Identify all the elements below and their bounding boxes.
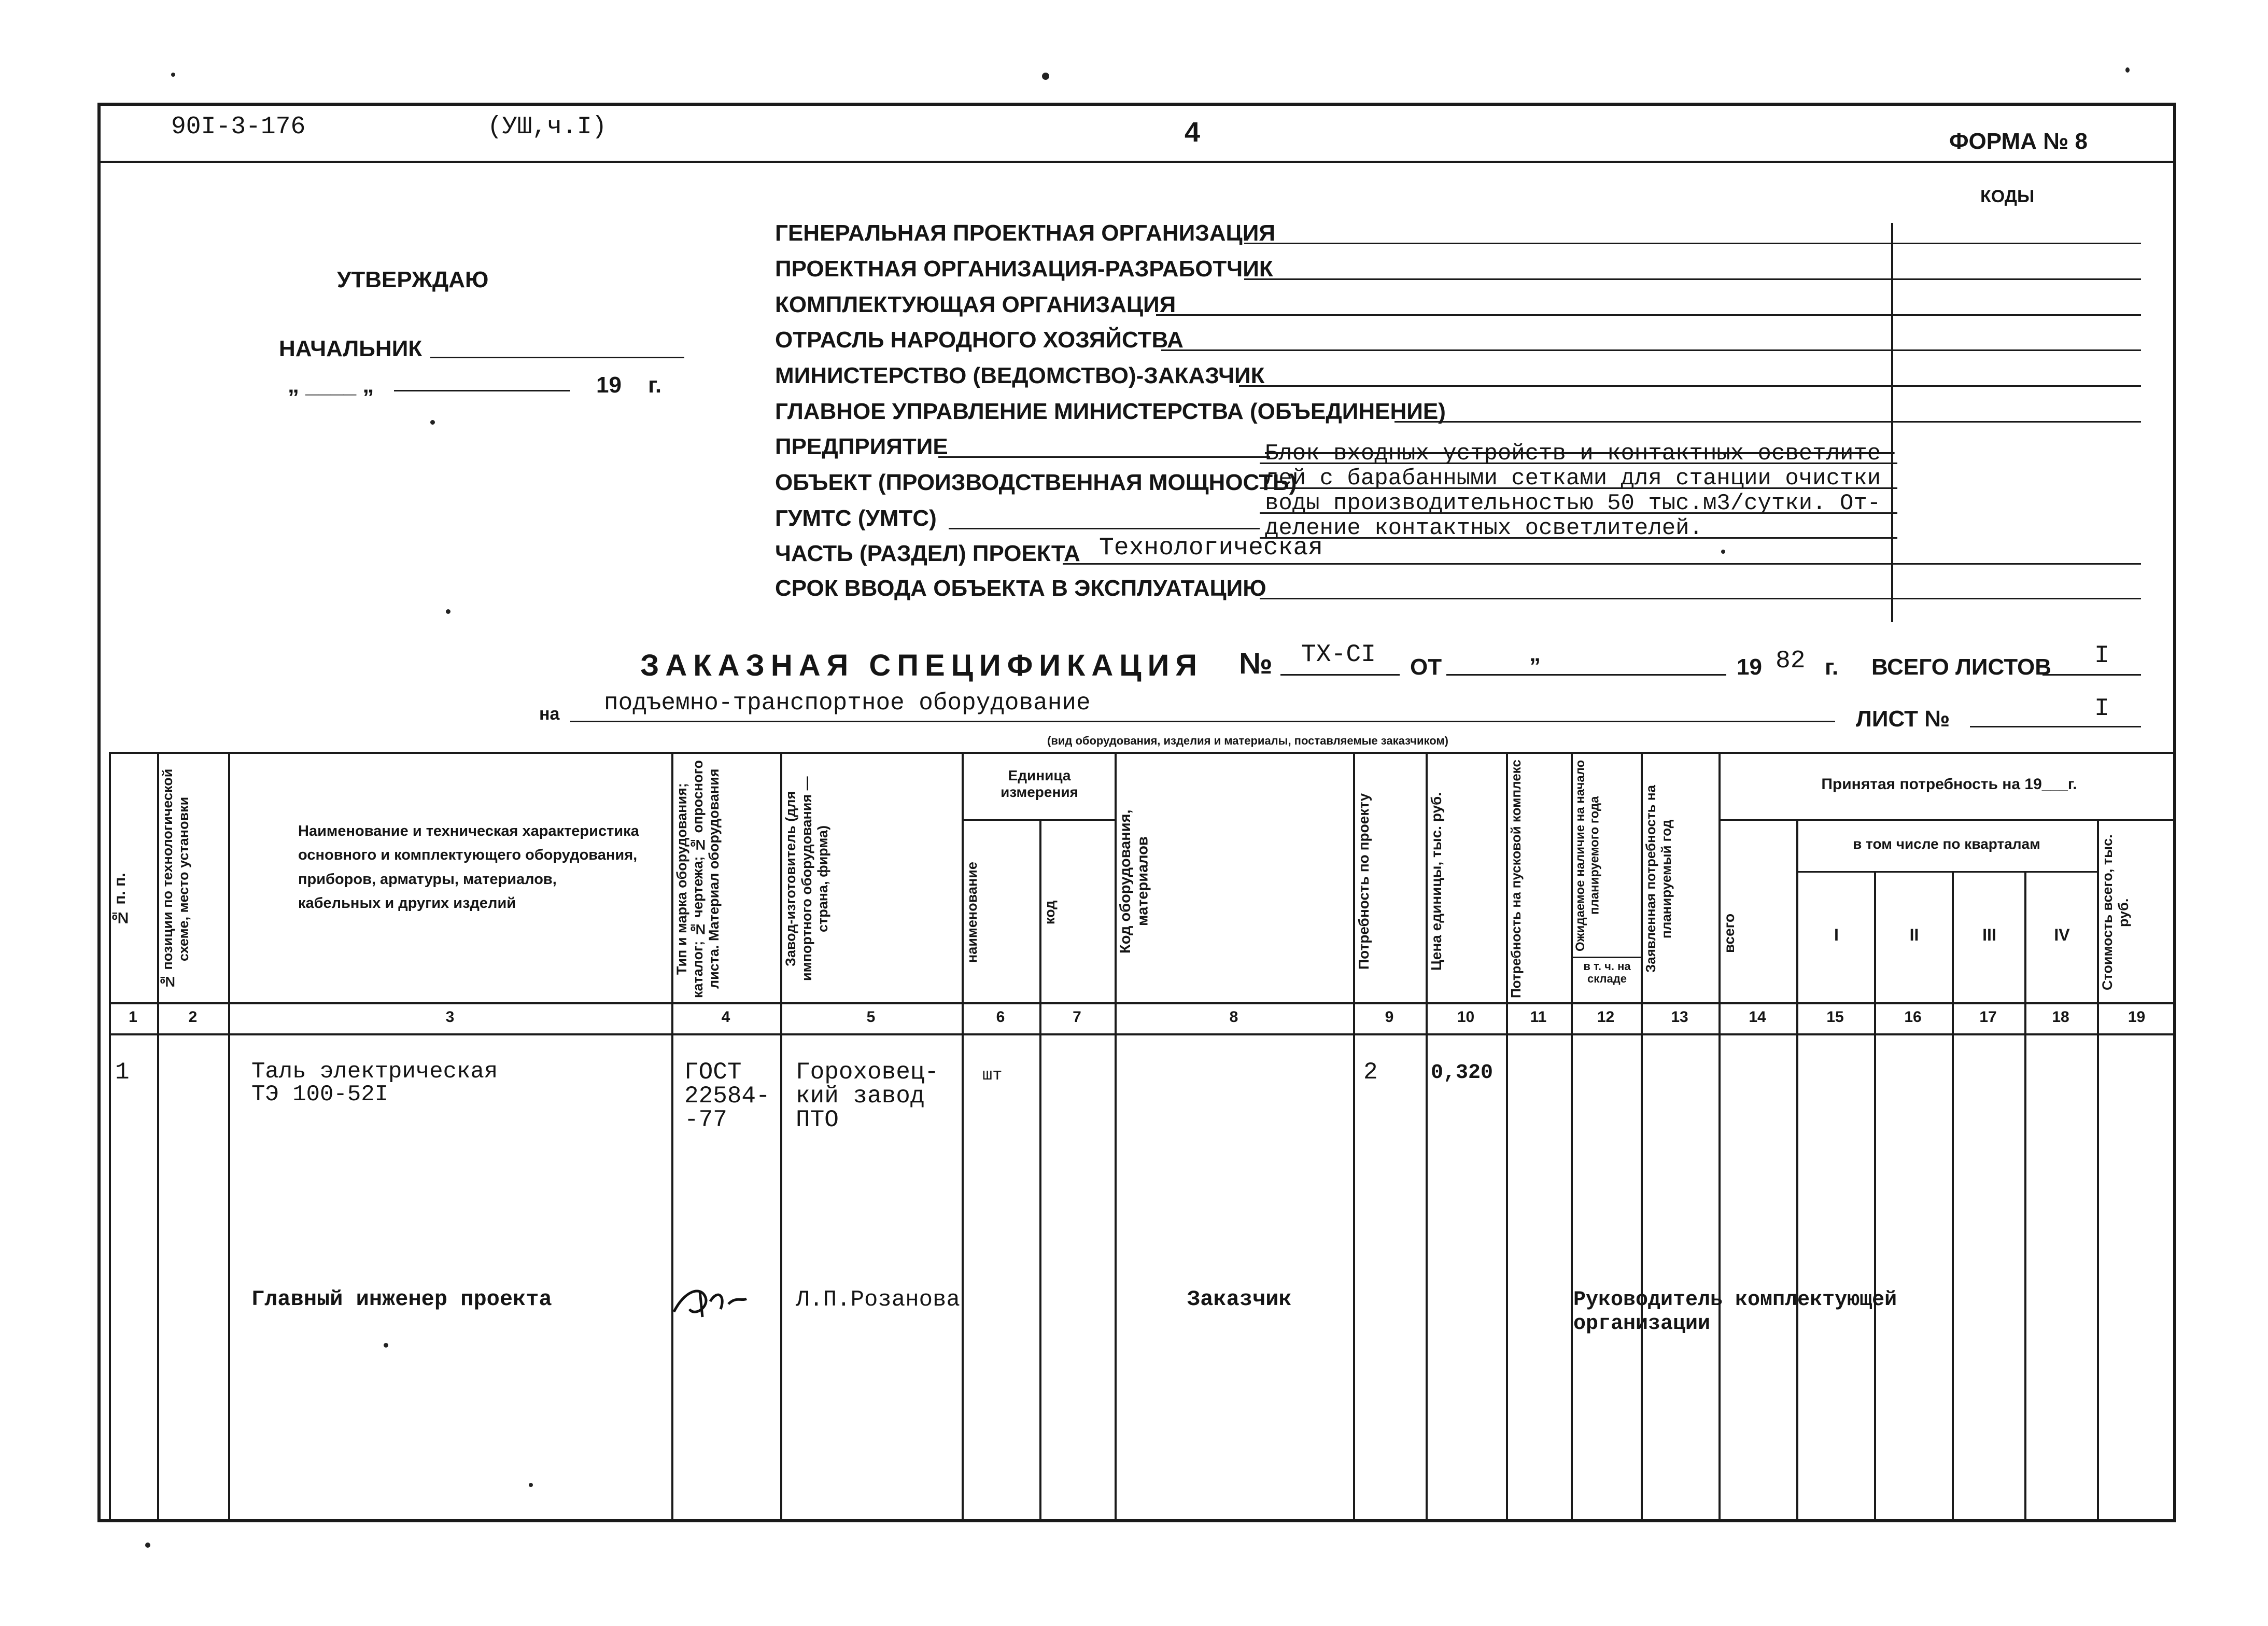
accepted-subdivider [1718,819,2176,821]
series-code: 90I-3-176 [171,113,306,141]
scan-speck [2125,67,2130,73]
hdr-startup-need: Потребность на пусковой комплекс [1508,760,1524,998]
field-general-org: ГЕНЕРАЛЬНАЯ ПРОЕКТНАЯ ОРГАНИЗАЦИЯ [775,220,1275,246]
hdr-q3: III [1982,926,1996,944]
field-line [1156,314,2141,316]
approve-label: УТВЕРЖДАЮ [337,267,489,292]
hdr-price: Цена единицы, тыс. руб. [1428,792,1444,971]
header-divider [97,161,2176,163]
desc-line [1260,462,1897,464]
hdr-unit-name: наименование [964,862,980,963]
spec-on-label: на [539,704,560,724]
hdr-accepted-need: Принятая потребность на 19___г. [1821,776,2077,793]
sheet-label: ЛИСТ № [1856,706,1950,732]
object-desc-line-1: Блок входных устройств и контактных осветлите- [1265,441,1895,467]
scan-speck [430,420,435,425]
col-number: 1 [129,1008,137,1026]
col-border [1039,819,1041,1522]
col-number: 4 [721,1008,730,1026]
total-sheets-label: ВСЕГО ЛИСТОВ [1871,654,2051,680]
field-project-part: ЧАСТЬ (РАЗДЕЛ) ПРОЕКТА [775,541,1080,566]
field-design-org: ПРОЕКТНАЯ ОРГАНИЗАЦИЯ-РАЗРАБОТЧИК [775,256,1273,282]
project-part-value: Технологическая [1099,534,1323,562]
col-border [1952,871,1954,1522]
desc-line [1260,512,1897,514]
row-1-number: 1 [115,1059,130,1086]
field-gumts: ГУМТС (УМТС) [775,506,937,531]
hdr-manufacturer: Завод-изготовитель (для импортного оборудования — страна, фирма) [783,776,831,982]
col-border [2024,871,2026,1522]
customer-label: Заказчик [1187,1287,1292,1312]
col-border [1718,752,1721,1522]
spec-date-mark: „ [1529,641,1541,666]
field-line [1260,598,2141,599]
desc-line [1260,537,1897,539]
col-border [1796,819,1798,1522]
col-number: 19 [2128,1008,2146,1026]
codes-column-divider [1891,223,1893,622]
col-border [1426,752,1428,1522]
total-sheets: I [2094,642,2109,670]
hdr-q2: II [1909,926,1919,944]
signature-icon [669,1281,772,1325]
col-number: 17 [1979,1008,1997,1026]
spec-year: 82 [1776,647,1806,675]
col-number: 15 [1826,1008,1844,1026]
head-name-line [430,357,684,358]
col-border [1874,871,1876,1522]
col-number: 3 [445,1008,455,1026]
field-ministry: МИНИСТЕРСТВО (ВЕДОМСТВО)-ЗАКАЗЧИК [775,363,1265,388]
scan-speck [529,1483,533,1487]
field-commissioning-date: СРОК ВВОДА ОБЪЕКТА В ЭКСПЛУАТАЦИЮ [775,576,1266,601]
col-border [780,752,782,1522]
hdr-unit: Единица измерения [1001,767,1078,800]
hdr-position: № позиции по технологической схеме, место установки [160,768,192,989]
col-number: 14 [1749,1008,1766,1026]
field-line [1394,421,2141,423]
hdr-q1: I [1834,926,1839,944]
head-label: НАЧАЛЬНИК [279,336,422,361]
hdr-row-number: № п. п. [111,873,129,927]
field-line [1244,243,2141,244]
col-border [228,752,230,1522]
approval-date-line [394,390,570,391]
chief-engineer-label: Главный инженер проекта [251,1287,552,1312]
quarters-subdivider [1796,871,2097,873]
col-number: 8 [1229,1008,1238,1026]
spec-year-suffix: г. [1825,654,1839,680]
subject-caption: (вид оборудования, изделия и материалы, поставляемые заказчиком) [1047,734,1449,747]
field-line [570,721,1835,722]
field-main-directorate: ГЛАВНОЕ УПРАВЛЕНИЕ МИНИСТЕРСТВА (ОБЪЕДИНЕНИЕ) [775,399,1446,424]
field-line [938,456,1270,458]
row-1-price: 0,320 [1431,1061,1494,1085]
field-line [1161,349,2141,351]
col-number: 12 [1597,1008,1615,1026]
table-header-bottom [109,1002,2176,1004]
spec-from-label: ОТ [1410,654,1442,680]
table-top-border [109,752,2176,754]
hdr-name: Наименование и техническая характеристика основного и комплектующего оборудования, приборов, арматуры, материалов, кабельных и других изделий [298,823,639,912]
hdr-q4: IV [2054,926,2070,944]
object-desc-line-2: лей с барабанными сетками для станции очистки [1265,466,1881,492]
col-number: 16 [1904,1008,1922,1026]
col-border [1353,752,1355,1522]
object-desc-line-3: воды производительностью 50 тыс.м3/сутки. От- [1265,490,1881,516]
row-1-type: ГОСТ 22584- -77 [684,1059,770,1133]
desc-line [1260,487,1897,489]
field-enterprise: ПРЕДПРИЯТИЕ [775,434,948,459]
row-1-name: Таль электрическая ТЭ 100-52I [251,1059,498,1108]
spec-title: ЗАКАЗНАЯ СПЕЦИФИКАЦИЯ [640,649,1203,682]
form-label: ФОРМА № 8 [1949,129,2088,154]
row-1-manufacturer: Гороховец- кий завод ПТО [796,1059,939,1133]
col-number: 2 [188,1008,198,1026]
col-number: 18 [2052,1008,2069,1026]
hdr-unit-code: код [1042,900,1058,925]
spec-number-label: № [1239,647,1273,680]
codes-label: КОДЫ [1980,187,2035,206]
field-line [1446,674,1726,676]
col-number: 9 [1385,1008,1394,1026]
approval-year: 19 [596,372,622,398]
field-line [1970,726,2141,727]
hdr-type: Тип и марка оборудования; каталог; № чертежа; № опросного листа. Материал оборудования [674,760,722,998]
stock-subdivider [1571,957,1641,958]
approval-date-prefix: „ ____ „ [288,372,374,398]
row-1-unit: шт [982,1066,1003,1085]
field-line [949,528,1260,529]
hdr-equipment-code: Код оборудования, материалов [1117,809,1151,954]
col-number: 13 [1671,1008,1688,1026]
field-industry: ОТРАСЛЬ НАРОДНОГО ХОЗЯЙСТВА [775,327,1184,353]
field-line [1244,278,2141,280]
col-number: 10 [1457,1008,1475,1026]
hdr-expected-stock: Ожидаемое наличие на начало планируемого года [1573,760,1602,951]
hdr-in-stock: в т. ч. на складе [1583,960,1631,986]
hdr-total: всего [1721,913,1737,954]
field-line [1063,563,2141,565]
row-1-need: 2 [1363,1059,1378,1086]
col-number: 6 [996,1008,1005,1026]
field-supplier-org: КОМПЛЕКТУЮЩАЯ ОРГАНИЗАЦИЯ [775,292,1176,317]
col-border [2097,819,2099,1522]
scan-speck [384,1343,388,1348]
approval-year-suffix: г. [648,372,662,398]
signer-name: Л.П.Розанова [796,1287,960,1313]
unit-subdivider [962,819,1115,821]
spec-subject: подъемно-транспортное оборудование [604,690,1091,717]
scan-speck [1721,550,1725,554]
col-border [671,752,673,1522]
field-line [1239,385,2141,387]
object-desc-line-4: деление контактных осветлителей. [1265,515,1703,541]
volume-label: (УШ,ч.I) [487,113,607,141]
scan-speck [1042,73,1049,80]
spec-number: ТХ-СI [1301,641,1376,669]
hdr-declared-need: Заявленная потребность на планируемый год [1643,785,1674,973]
col-number: 11 [1530,1008,1547,1026]
field-line [2042,674,2141,676]
field-object: ОБЪЕКТ (ПРОИЗВОДСТВЕННАЯ МОЩНОСТЬ) [775,470,1297,495]
spec-year-label: 19 [1737,654,1762,680]
scan-speck [171,73,175,77]
col-border [1571,752,1573,1522]
field-line [1280,674,1400,676]
page-number: 4 [1185,117,1201,148]
col-number: 5 [866,1008,876,1026]
table-numbers-bottom [109,1033,2176,1035]
scan-speck [145,1543,150,1548]
hdr-cost: Стоимость всего, тыс. руб. [2100,834,2132,991]
scan-speck [446,609,450,614]
col-border [962,752,964,1522]
hdr-need: Потребность по проекту [1356,793,1372,970]
col-border [1115,752,1117,1522]
supplier-head-label: Руководитель комплектующей организации [1573,1288,1897,1336]
col-number: 7 [1073,1008,1081,1026]
col-border [109,752,111,1522]
hdr-quarters: в том числе по кварталам [1853,836,2040,852]
sheet-number: I [2094,695,2109,723]
col-border [157,752,159,1522]
